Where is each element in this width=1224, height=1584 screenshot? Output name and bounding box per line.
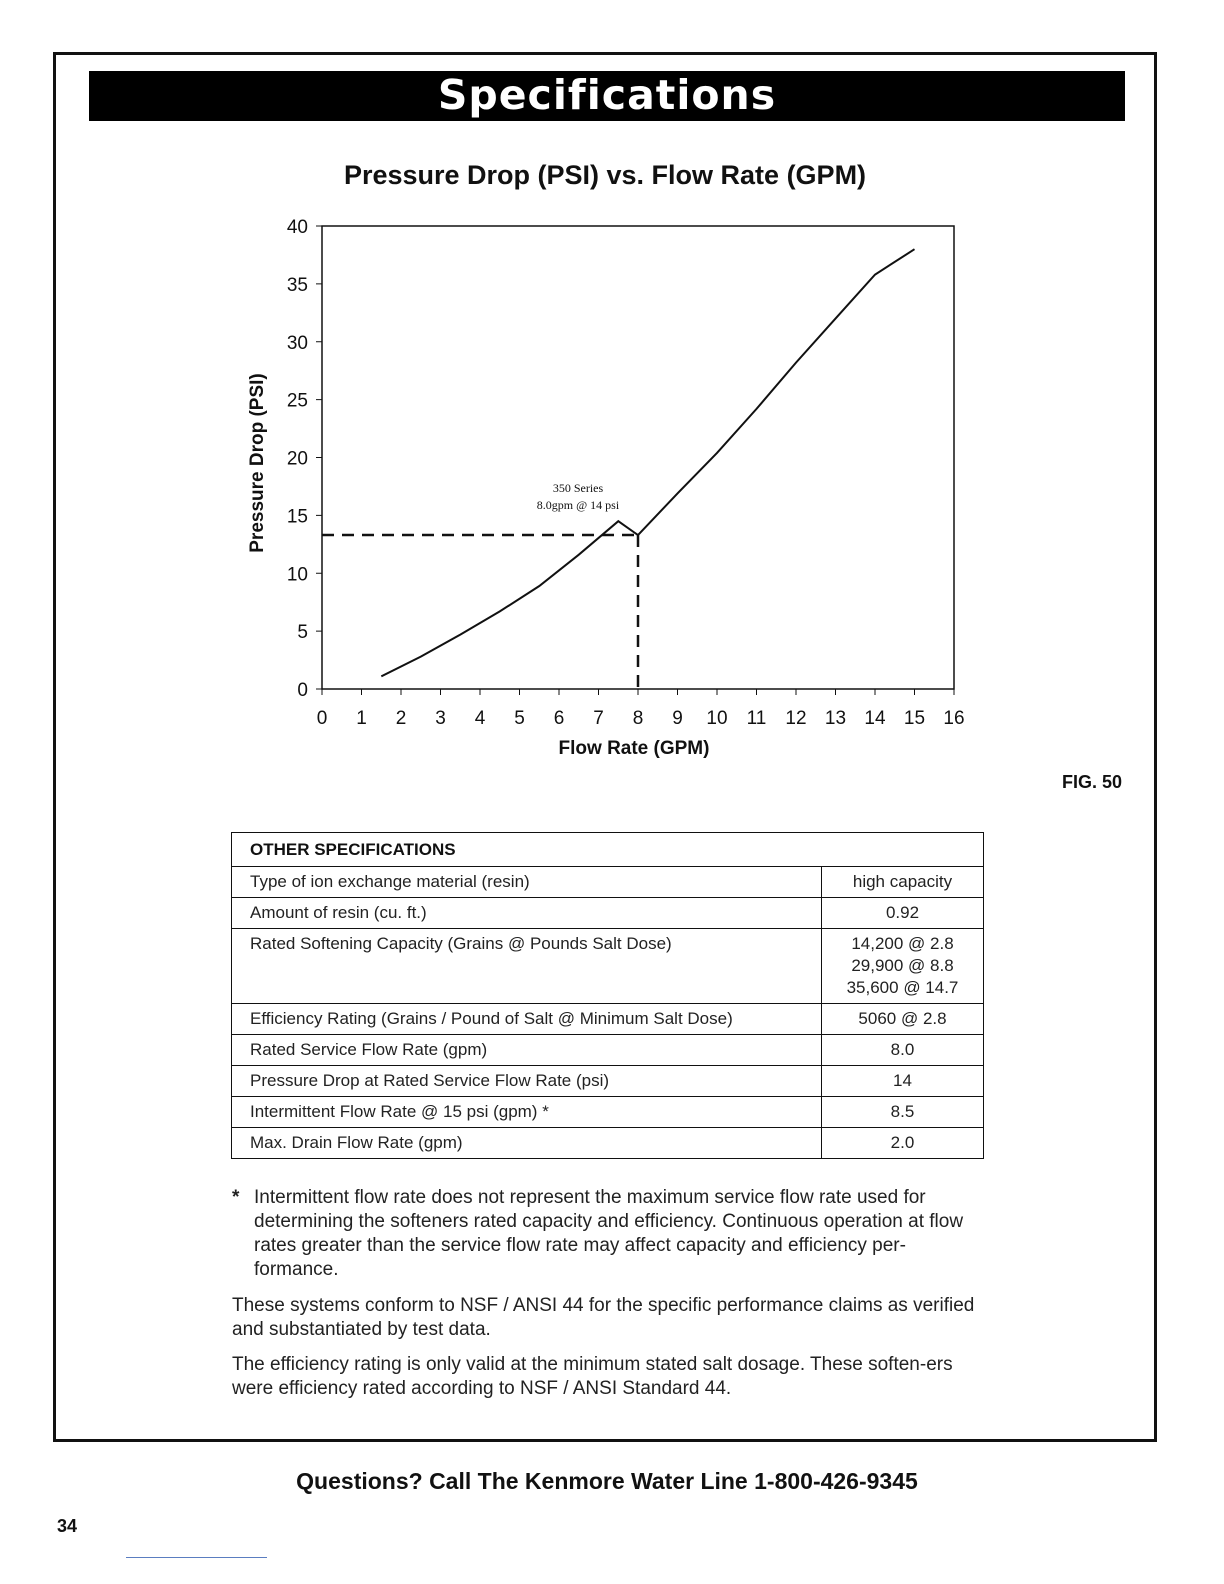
table-row (232, 1066, 984, 1097)
spec-label: Rated Softening Capacity (Grains @ Pounds Salt Dose) (232, 929, 822, 1004)
table-row (232, 1035, 984, 1066)
table-row (232, 1128, 984, 1159)
table-header: OTHER SPECIFICATIONS (232, 833, 984, 867)
x-tick-label: 8 (632, 708, 644, 729)
intermittent-note (232, 1186, 982, 1282)
page-number: 34 (57, 1516, 78, 1536)
spec-value: 5060 @ 2.8 (822, 1004, 984, 1035)
x-tick-label: 5 (514, 708, 525, 729)
x-tick-label: 15 (903, 708, 926, 729)
spec-label: Intermittent Flow Rate @ 15 psi (gpm) * (232, 1097, 822, 1128)
spec-value: 14,200 @ 2.8 29,900 @ 8.8 35,600 @ 14.7 (822, 929, 984, 1004)
x-tick-label: 10 (706, 708, 728, 729)
x-tick-label: 6 (553, 708, 565, 729)
pressure-drop-curve (381, 249, 914, 676)
annotation-value: 8.0gpm @ 14 psi (536, 498, 620, 513)
table-row (232, 1097, 984, 1128)
x-tick-label: 9 (672, 708, 683, 729)
nsf-note: These systems conform to NSF / ANSI 44 for the specific performance claims as verified and substantiated by test data. (232, 1295, 975, 1340)
y-tick-label: 5 (297, 622, 308, 644)
x-tick-label: 16 (943, 708, 965, 729)
spec-label: Efficiency Rating (Grains / Pound of Salt @ Minimum Salt Dose) (232, 1004, 822, 1035)
x-tick-label: 12 (785, 708, 807, 729)
table-row (232, 867, 984, 898)
spec-label: Pressure Drop at Rated Service Flow Rate (psi) (232, 1066, 822, 1097)
y-tick-label: 10 (286, 564, 308, 586)
spec-value: 2.0 (822, 1128, 984, 1159)
figure-label: FIG. 50 (1061, 772, 1122, 792)
x-tick-label: 14 (864, 708, 886, 729)
section-banner: Specifications (89, 71, 1125, 121)
spec-value: 14 (822, 1066, 984, 1097)
x-tick-label: 4 (474, 708, 486, 729)
pressure-flow-chart (230, 205, 990, 765)
y-tick-label: 25 (286, 390, 308, 412)
spec-label: Type of ion exchange material (resin) (232, 867, 822, 898)
intermittent-note-text: Intermittent flow rate does not represent the maximum service flow rate used for determining the softeners rated capacity and efficiency. Continuous operation at flow rates greater than the service flow rate may affect capacity and efficiency per-formance. (254, 1187, 964, 1280)
other-specifications-table (231, 832, 984, 1159)
x-tick-label: 7 (593, 708, 604, 729)
y-tick-label: 35 (286, 274, 308, 296)
spec-label: Amount of resin (cu. ft.) (232, 898, 822, 929)
divider (126, 1557, 267, 1558)
x-tick-label: 2 (395, 708, 407, 729)
y-axis-label: Pressure Drop (PSI) (247, 373, 268, 553)
y-tick-label: 0 (297, 680, 308, 701)
footer-questions: Questions? Call The Kenmore Water Line 1-800-426-9345 (296, 1468, 918, 1494)
efficiency-note: The efficiency rating is only valid at the minimum stated salt dosage. These soften-ers were efficiency rated according to NSF / ANSI Standard 44. (232, 1354, 953, 1399)
x-tick-label: 11 (746, 708, 767, 729)
table-row (232, 929, 984, 1004)
spec-value: high capacity (822, 867, 984, 898)
y-tick-label: 20 (286, 448, 308, 470)
spec-value: 0.92 (822, 898, 984, 929)
chart-title: Pressure Drop (PSI) vs. Flow Rate (GPM) (343, 160, 867, 190)
x-tick-label: 1 (356, 708, 367, 729)
spec-label: Rated Service Flow Rate (gpm) (232, 1035, 822, 1066)
y-tick-label: 40 (286, 217, 308, 238)
y-tick-label: 15 (286, 506, 308, 528)
table-row (232, 898, 984, 929)
x-tick-label: 3 (435, 708, 446, 729)
x-tick-label: 0 (316, 708, 328, 729)
x-tick-label: 13 (824, 708, 847, 729)
annotation-series: 350 Series (552, 481, 604, 496)
spec-value: 8.0 (822, 1035, 984, 1066)
x-axis-label: Flow Rate (GPM) (558, 738, 710, 759)
y-tick-label: 30 (286, 332, 308, 354)
table-row (232, 1004, 984, 1035)
asterisk-icon: * (232, 1187, 240, 1208)
spec-label: Max. Drain Flow Rate (gpm) (232, 1128, 822, 1159)
spec-value: 8.5 (822, 1097, 984, 1128)
